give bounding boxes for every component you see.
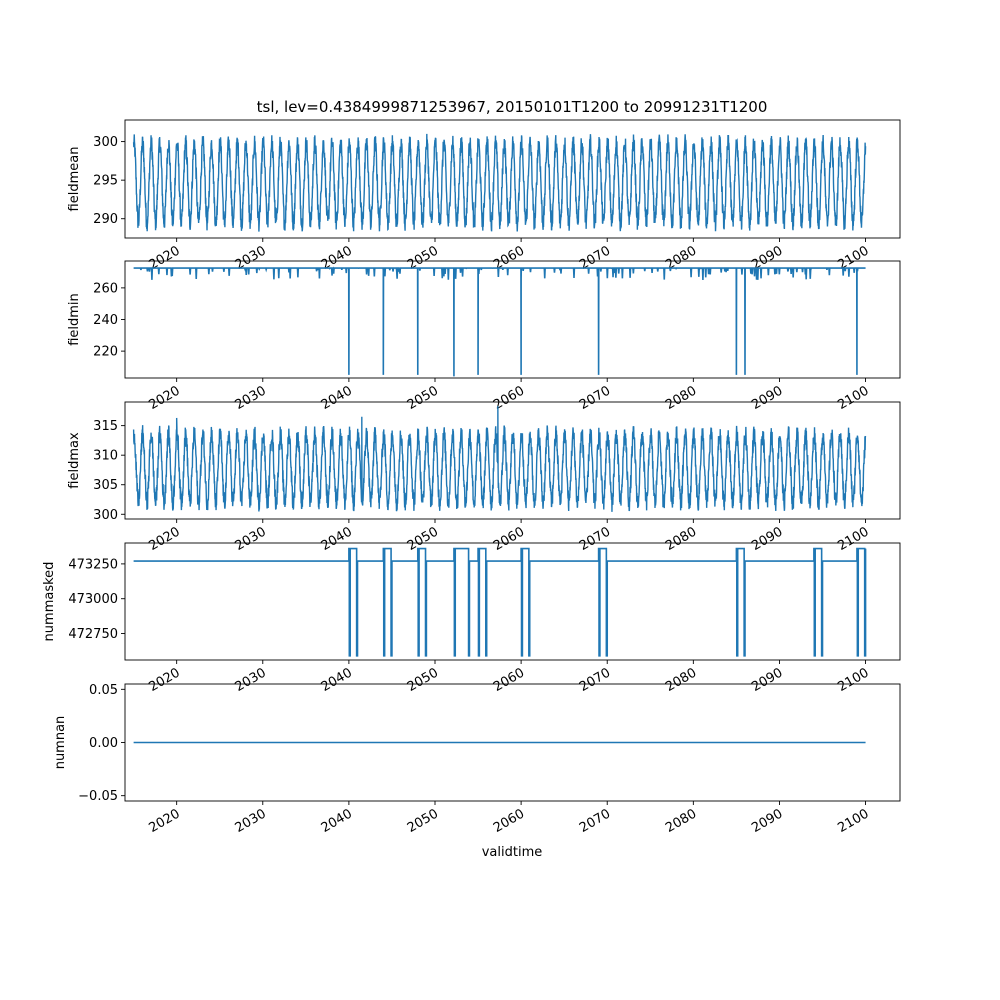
- x-tick-label: 2030: [232, 383, 269, 414]
- panel-numnan: [53, 683, 900, 836]
- x-tick-label: 2100: [835, 383, 872, 414]
- x-tick-label: 2020: [146, 383, 183, 414]
- y-axis-label: fieldmax: [67, 432, 82, 489]
- x-tick-label: 2020: [146, 524, 183, 555]
- x-tick-label: 2040: [318, 383, 355, 414]
- y-tick-label: 0.00: [89, 736, 118, 751]
- x-tick-label: 2030: [232, 806, 269, 837]
- x-tick-label: 2080: [663, 524, 700, 555]
- y-axis-label: fieldmin: [67, 293, 82, 346]
- x-tick-label: 2020: [146, 806, 183, 837]
- x-tick-label: 2090: [749, 383, 786, 414]
- x-tick-label: 2030: [232, 243, 269, 274]
- panel-fieldmin: [67, 261, 900, 413]
- x-tick-label: 2050: [404, 383, 441, 414]
- panel-nummasked: [42, 543, 900, 695]
- panels: [42, 120, 902, 836]
- x-tick-label: 2050: [404, 243, 441, 274]
- panel-fieldmean: [67, 120, 900, 273]
- x-tick-label: 2100: [835, 806, 872, 837]
- axes-frame: [125, 261, 900, 378]
- y-tick-label: −0.05: [78, 789, 118, 805]
- x-tick-label: 2020: [146, 665, 183, 696]
- x-tick-label: 2070: [577, 243, 614, 274]
- x-axis-label: validtime: [481, 845, 543, 860]
- series-line-fieldmean: [134, 134, 866, 232]
- x-tick-label: 2080: [663, 383, 700, 414]
- x-tick-label: 2070: [577, 665, 614, 696]
- y-tick-label: 260: [93, 281, 118, 297]
- x-tick-label: 2050: [404, 524, 441, 555]
- y-tick-label: 315: [93, 419, 118, 435]
- y-tick-label: 305: [93, 478, 118, 494]
- x-tick-label: 2030: [232, 524, 269, 555]
- y-tick-label: 473000: [68, 592, 118, 608]
- x-tick-label: 2040: [318, 806, 355, 837]
- chart-title: tsl, lev=0.4384999871253967, 20150101T1200 to 20991231T1200: [256, 98, 768, 116]
- y-tick-label: 310: [93, 448, 118, 464]
- series-line-nummasked: [134, 549, 866, 656]
- x-tick-label: 2060: [490, 806, 528, 837]
- y-axis-label: numnan: [53, 715, 68, 770]
- x-tick-label: 2020: [146, 243, 183, 274]
- x-tick-label: 2030: [232, 665, 269, 696]
- y-tick-label: 0.05: [89, 682, 118, 698]
- y-axis-label: nummasked: [42, 561, 57, 642]
- x-tick-label: 2090: [749, 243, 786, 274]
- y-tick-label: 473250: [68, 557, 118, 573]
- x-tick-label: 2080: [663, 665, 700, 696]
- y-tick-label: 300: [93, 135, 118, 151]
- x-tick-label: 2070: [577, 524, 614, 555]
- y-tick-label: 240: [93, 313, 118, 328]
- x-tick-label: 2050: [404, 665, 441, 696]
- y-tick-label: 472750: [68, 627, 118, 643]
- x-tick-label: 2100: [835, 243, 872, 274]
- y-tick-label: 290: [93, 212, 118, 228]
- panel-fieldmax: [67, 402, 900, 554]
- series-line-fieldmin: [134, 268, 866, 376]
- x-tick-label: 2060: [490, 524, 528, 555]
- y-tick-label: 300: [93, 507, 118, 523]
- x-tick-label: 2060: [490, 665, 528, 696]
- y-tick-label: 220: [93, 344, 118, 360]
- x-tick-label: 2070: [577, 806, 614, 837]
- x-tick-label: 2040: [318, 243, 355, 274]
- x-tick-label: 2080: [663, 243, 700, 274]
- x-tick-label: 2040: [318, 665, 355, 696]
- x-tick-label: 2040: [318, 524, 355, 555]
- series-line-fieldmax: [134, 406, 866, 512]
- x-tick-label: 2050: [404, 806, 441, 837]
- x-tick-label: 2090: [749, 806, 786, 837]
- x-tick-label: 2090: [749, 665, 786, 696]
- y-axis-label: fieldmean: [67, 146, 82, 212]
- y-tick-label: 295: [93, 173, 118, 189]
- x-tick-label: 2090: [749, 524, 786, 555]
- x-tick-label: 2070: [577, 383, 614, 414]
- x-tick-label: 2060: [490, 243, 528, 274]
- x-tick-label: 2080: [663, 806, 700, 837]
- x-tick-label: 2060: [490, 383, 528, 414]
- x-tick-label: 2100: [835, 665, 872, 696]
- x-tick-label: 2100: [835, 524, 872, 555]
